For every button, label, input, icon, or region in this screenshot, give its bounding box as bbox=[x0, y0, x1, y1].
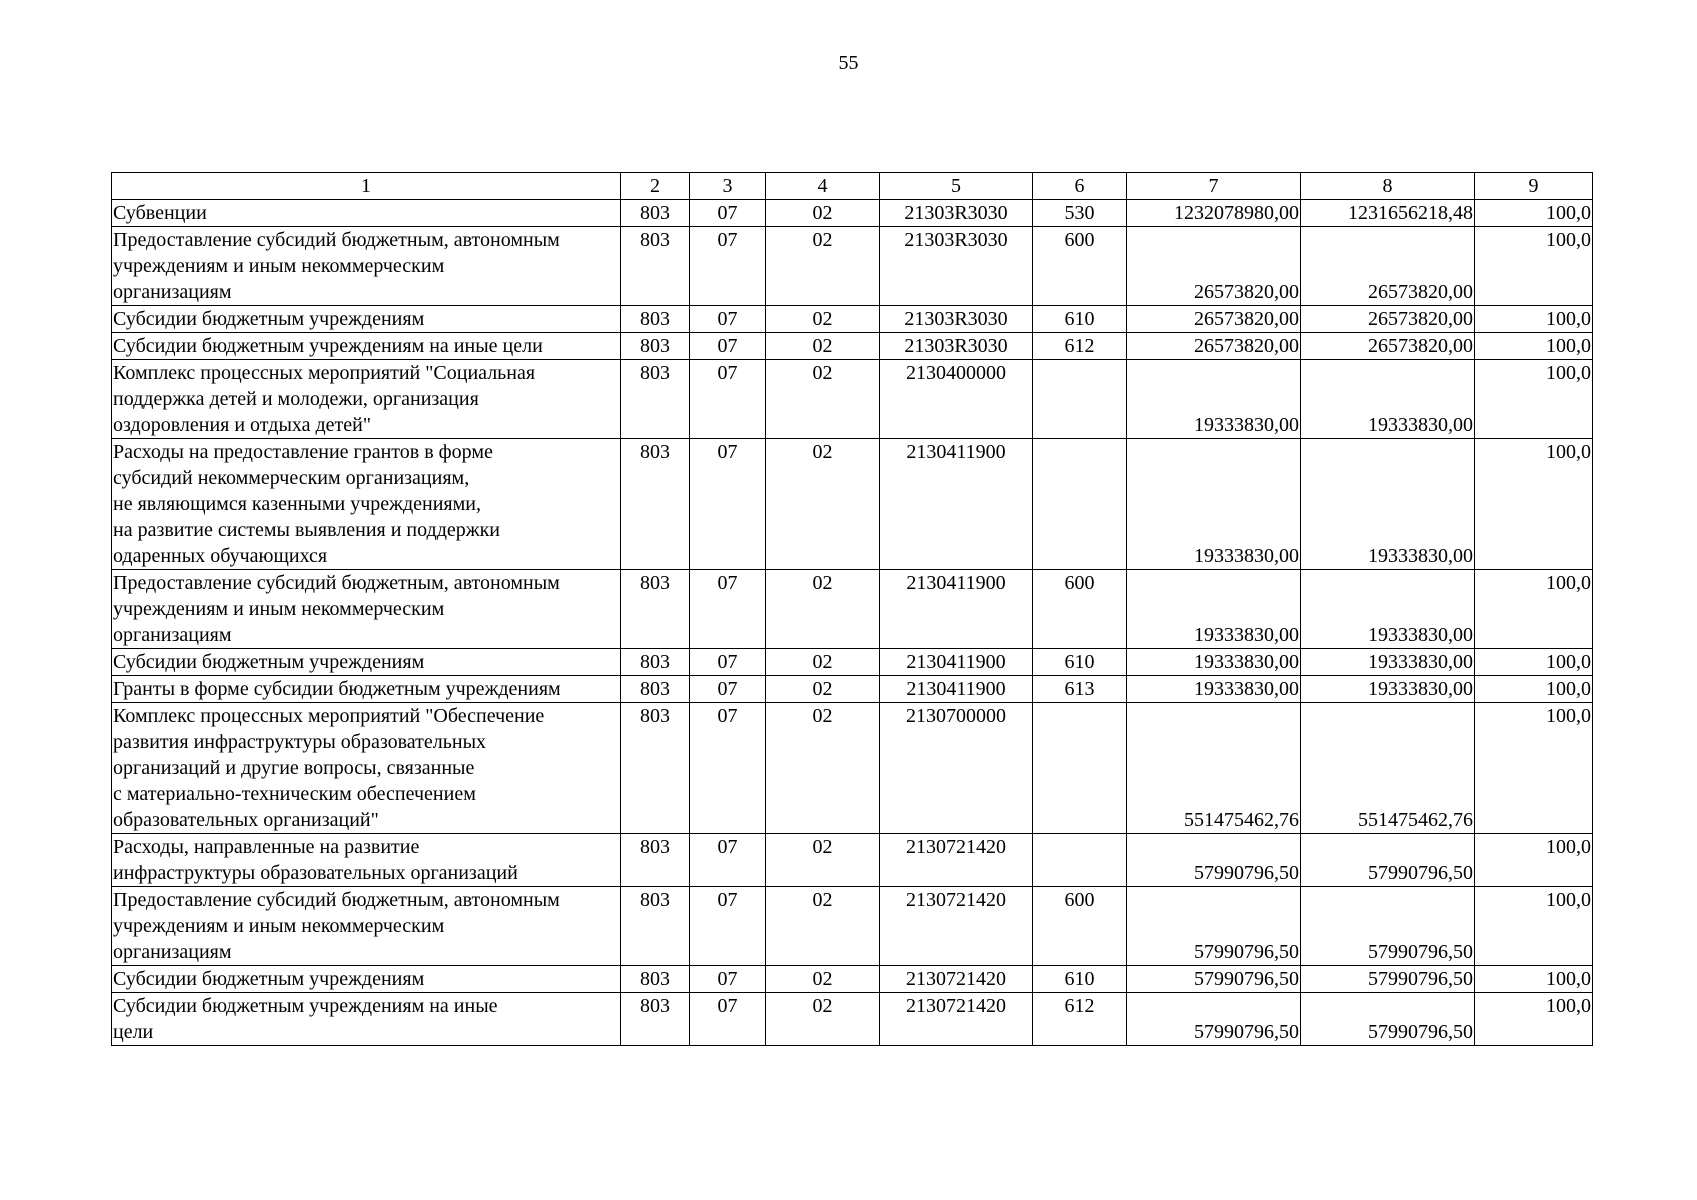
planned-amount-cell: 19333830,00 bbox=[1127, 570, 1301, 649]
item-name-cell bbox=[112, 570, 621, 649]
executed-amount-cell: 19333830,00 bbox=[1301, 570, 1475, 649]
executed-amount-cell: 57990796,50 bbox=[1301, 966, 1475, 993]
item-name-line: цели bbox=[113, 1021, 154, 1043]
target-article-cell: 2130721420 bbox=[880, 834, 1033, 887]
table-body bbox=[112, 173, 1593, 1046]
item-name-line: организациям bbox=[113, 281, 232, 303]
expense-type-cell bbox=[1033, 703, 1127, 834]
planned-amount-cell: 26573820,00 bbox=[1127, 306, 1301, 333]
item-name-line: Субсидии бюджетным учреждениям bbox=[113, 968, 425, 990]
item-name-line: организаций и другие вопросы, связанные bbox=[113, 757, 475, 779]
executed-amount-cell: 26573820,00 bbox=[1301, 306, 1475, 333]
table-row bbox=[112, 703, 1593, 834]
item-name-cell bbox=[112, 360, 621, 439]
section-cell: 07 bbox=[690, 570, 766, 649]
target-article-cell: 2130400000 bbox=[880, 360, 1033, 439]
item-name-line: Предоставление субсидий бюджетным, автономным bbox=[113, 889, 560, 911]
expense-type-cell: 612 bbox=[1033, 333, 1127, 360]
item-name-line: инфраструктуры образовательных организаций bbox=[113, 862, 518, 884]
planned-amount-cell: 19333830,00 bbox=[1127, 676, 1301, 703]
subsection-cell: 02 bbox=[766, 570, 880, 649]
column-header: 8 bbox=[1301, 173, 1475, 200]
section-cell: 07 bbox=[690, 333, 766, 360]
target-article-cell: 2130411900 bbox=[880, 439, 1033, 570]
target-article-cell: 21303R3030 bbox=[880, 306, 1033, 333]
chapter-cell: 803 bbox=[621, 966, 690, 993]
executed-amount-cell: 26573820,00 bbox=[1301, 333, 1475, 360]
table-row bbox=[112, 993, 1593, 1046]
item-name-line: образовательных организаций" bbox=[113, 809, 379, 831]
chapter-cell: 803 bbox=[621, 993, 690, 1046]
planned-amount-cell: 57990796,50 bbox=[1127, 834, 1301, 887]
subsection-cell: 02 bbox=[766, 360, 880, 439]
column-header: 4 bbox=[766, 173, 880, 200]
target-article-cell: 21303R3030 bbox=[880, 227, 1033, 306]
chapter-cell: 803 bbox=[621, 306, 690, 333]
expense-type-cell: 600 bbox=[1033, 887, 1127, 966]
item-name-line: Субсидии бюджетным учреждениям на иные цели bbox=[113, 335, 543, 357]
subsection-cell: 02 bbox=[766, 676, 880, 703]
table-row bbox=[112, 649, 1593, 676]
percent-cell: 100,0 bbox=[1475, 570, 1593, 649]
item-name-line: Предоставление субсидий бюджетным, автономным bbox=[113, 229, 560, 251]
target-article-cell: 21303R3030 bbox=[880, 200, 1033, 227]
item-name-line: оздоровления и отдыха детей" bbox=[113, 414, 372, 436]
planned-amount-cell: 57990796,50 bbox=[1127, 887, 1301, 966]
section-cell: 07 bbox=[690, 703, 766, 834]
planned-amount-cell: 551475462,76 bbox=[1127, 703, 1301, 834]
item-name-line: Расходы, направленные на развитие bbox=[113, 836, 420, 858]
subsection-cell: 02 bbox=[766, 227, 880, 306]
item-name-line: поддержка детей и молодежи, организация bbox=[113, 388, 479, 410]
item-name-line: учреждениям и иным некоммерческим bbox=[113, 598, 445, 620]
item-name-line: учреждениям и иным некоммерческим bbox=[113, 255, 445, 277]
planned-amount-cell: 26573820,00 bbox=[1127, 227, 1301, 306]
item-name-line: субсидий некоммерческим организациям, bbox=[113, 467, 470, 489]
subsection-cell: 02 bbox=[766, 834, 880, 887]
subsection-cell: 02 bbox=[766, 649, 880, 676]
expense-type-cell: 610 bbox=[1033, 966, 1127, 993]
section-cell: 07 bbox=[690, 439, 766, 570]
planned-amount-cell: 57990796,50 bbox=[1127, 993, 1301, 1046]
expense-type-cell: 530 bbox=[1033, 200, 1127, 227]
chapter-cell: 803 bbox=[621, 333, 690, 360]
executed-amount-cell: 551475462,76 bbox=[1301, 703, 1475, 834]
item-name-cell bbox=[112, 703, 621, 834]
item-name-line: с материально-техническим обеспечением bbox=[113, 783, 476, 805]
target-article-cell: 2130411900 bbox=[880, 649, 1033, 676]
target-article-cell: 21303R3030 bbox=[880, 333, 1033, 360]
item-name-cell bbox=[112, 200, 621, 227]
executed-amount-cell: 19333830,00 bbox=[1301, 360, 1475, 439]
section-cell: 07 bbox=[690, 887, 766, 966]
target-article-cell: 2130721420 bbox=[880, 966, 1033, 993]
item-name-line: Субсидии бюджетным учреждениям на иные bbox=[113, 995, 498, 1017]
percent-cell: 100,0 bbox=[1475, 333, 1593, 360]
chapter-cell: 803 bbox=[621, 887, 690, 966]
item-name-line: Комплекс процессных мероприятий "Социальная bbox=[113, 362, 536, 384]
item-name-cell bbox=[112, 887, 621, 966]
item-name-cell bbox=[112, 966, 621, 993]
planned-amount-cell: 19333830,00 bbox=[1127, 649, 1301, 676]
planned-amount-cell: 19333830,00 bbox=[1127, 360, 1301, 439]
chapter-cell: 803 bbox=[621, 439, 690, 570]
percent-cell: 100,0 bbox=[1475, 306, 1593, 333]
column-header: 9 bbox=[1475, 173, 1593, 200]
chapter-cell: 803 bbox=[621, 200, 690, 227]
header-row bbox=[112, 173, 1593, 200]
executed-amount-cell: 19333830,00 bbox=[1301, 439, 1475, 570]
target-article-cell: 2130700000 bbox=[880, 703, 1033, 834]
chapter-cell: 803 bbox=[621, 360, 690, 439]
expense-type-cell bbox=[1033, 439, 1127, 570]
percent-cell: 100,0 bbox=[1475, 227, 1593, 306]
section-cell: 07 bbox=[690, 360, 766, 439]
expense-type-cell: 600 bbox=[1033, 570, 1127, 649]
chapter-cell: 803 bbox=[621, 834, 690, 887]
table-row bbox=[112, 360, 1593, 439]
subsection-cell: 02 bbox=[766, 439, 880, 570]
percent-cell: 100,0 bbox=[1475, 676, 1593, 703]
percent-cell: 100,0 bbox=[1475, 703, 1593, 834]
planned-amount-cell: 26573820,00 bbox=[1127, 333, 1301, 360]
item-name-line: Комплекс процессных мероприятий "Обеспечение bbox=[113, 705, 545, 727]
percent-cell: 100,0 bbox=[1475, 439, 1593, 570]
subsection-cell: 02 bbox=[766, 200, 880, 227]
item-name-line: организациям bbox=[113, 941, 232, 963]
chapter-cell: 803 bbox=[621, 649, 690, 676]
chapter-cell: 803 bbox=[621, 570, 690, 649]
section-cell: 07 bbox=[690, 993, 766, 1046]
expense-type-cell bbox=[1033, 360, 1127, 439]
column-header: 3 bbox=[690, 173, 766, 200]
item-name-cell bbox=[112, 676, 621, 703]
target-article-cell: 2130721420 bbox=[880, 993, 1033, 1046]
item-name-line: Субвенции bbox=[113, 202, 207, 224]
column-header: 6 bbox=[1033, 173, 1127, 200]
table-row bbox=[112, 676, 1593, 703]
table-row bbox=[112, 834, 1593, 887]
page-number: 55 bbox=[838, 52, 859, 74]
subsection-cell: 02 bbox=[766, 703, 880, 834]
executed-amount-cell: 19333830,00 bbox=[1301, 676, 1475, 703]
expense-type-cell: 612 bbox=[1033, 993, 1127, 1046]
planned-amount-cell: 57990796,50 bbox=[1127, 966, 1301, 993]
expense-type-cell: 610 bbox=[1033, 306, 1127, 333]
planned-amount-cell: 19333830,00 bbox=[1127, 439, 1301, 570]
expense-type-cell: 613 bbox=[1033, 676, 1127, 703]
item-name-line: развития инфраструктуры образовательных bbox=[113, 731, 487, 753]
percent-cell: 100,0 bbox=[1475, 360, 1593, 439]
column-header: 2 bbox=[621, 173, 690, 200]
executed-amount-cell: 57990796,50 bbox=[1301, 993, 1475, 1046]
item-name-line: одаренных обучающихся bbox=[113, 545, 328, 567]
executed-amount-cell: 19333830,00 bbox=[1301, 649, 1475, 676]
column-header: 7 bbox=[1127, 173, 1301, 200]
subsection-cell: 02 bbox=[766, 887, 880, 966]
item-name-cell bbox=[112, 649, 621, 676]
executed-amount-cell: 57990796,50 bbox=[1301, 834, 1475, 887]
table-row bbox=[112, 439, 1593, 570]
item-name-line: учреждениям и иным некоммерческим bbox=[113, 915, 445, 937]
item-name-line: Субсидии бюджетным учреждениям bbox=[113, 651, 425, 673]
table-row bbox=[112, 966, 1593, 993]
chapter-cell: 803 bbox=[621, 703, 690, 834]
target-article-cell: 2130721420 bbox=[880, 887, 1033, 966]
chapter-cell: 803 bbox=[621, 676, 690, 703]
chapter-cell: 803 bbox=[621, 227, 690, 306]
expense-type-cell bbox=[1033, 834, 1127, 887]
section-cell: 07 bbox=[690, 200, 766, 227]
expense-type-cell: 600 bbox=[1033, 227, 1127, 306]
percent-cell: 100,0 bbox=[1475, 887, 1593, 966]
column-header: 1 bbox=[112, 173, 621, 200]
subsection-cell: 02 bbox=[766, 966, 880, 993]
target-article-cell: 2130411900 bbox=[880, 570, 1033, 649]
section-cell: 07 bbox=[690, 306, 766, 333]
planned-amount-cell: 1232078980,00 bbox=[1127, 200, 1301, 227]
item-name-line: Гранты в форме субсидии бюджетным учреждениям bbox=[113, 678, 561, 700]
percent-cell: 100,0 bbox=[1475, 649, 1593, 676]
item-name-line: не являющимся казенными учреждениями, bbox=[113, 493, 481, 515]
item-name-cell bbox=[112, 439, 621, 570]
budget-table bbox=[111, 172, 1593, 1046]
executed-amount-cell: 26573820,00 bbox=[1301, 227, 1475, 306]
table-row bbox=[112, 333, 1593, 360]
item-name-line: Субсидии бюджетным учреждениям bbox=[113, 308, 425, 330]
section-cell: 07 bbox=[690, 676, 766, 703]
table-row bbox=[112, 227, 1593, 306]
target-article-cell: 2130411900 bbox=[880, 676, 1033, 703]
percent-cell: 100,0 bbox=[1475, 966, 1593, 993]
executed-amount-cell: 1231656218,48 bbox=[1301, 200, 1475, 227]
item-name-cell bbox=[112, 993, 621, 1046]
subsection-cell: 02 bbox=[766, 333, 880, 360]
item-name-line: Расходы на предоставление грантов в форме bbox=[113, 441, 493, 463]
subsection-cell: 02 bbox=[766, 306, 880, 333]
percent-cell: 100,0 bbox=[1475, 834, 1593, 887]
expense-type-cell: 610 bbox=[1033, 649, 1127, 676]
table-row bbox=[112, 887, 1593, 966]
executed-amount-cell: 57990796,50 bbox=[1301, 887, 1475, 966]
item-name-line: организациям bbox=[113, 624, 232, 646]
item-name-cell bbox=[112, 227, 621, 306]
percent-cell: 100,0 bbox=[1475, 993, 1593, 1046]
item-name-cell bbox=[112, 306, 621, 333]
item-name-line: Предоставление субсидий бюджетным, автономным bbox=[113, 572, 560, 594]
percent-cell: 100,0 bbox=[1475, 200, 1593, 227]
item-name-cell bbox=[112, 333, 621, 360]
section-cell: 07 bbox=[690, 649, 766, 676]
section-cell: 07 bbox=[690, 834, 766, 887]
column-header: 5 bbox=[880, 173, 1033, 200]
section-cell: 07 bbox=[690, 966, 766, 993]
item-name-line: на развитие системы выявления и поддержки bbox=[113, 519, 501, 541]
item-name-cell bbox=[112, 834, 621, 887]
table-row bbox=[112, 200, 1593, 227]
section-cell: 07 bbox=[690, 227, 766, 306]
subsection-cell: 02 bbox=[766, 993, 880, 1046]
table-row bbox=[112, 570, 1593, 649]
table-row bbox=[112, 306, 1593, 333]
